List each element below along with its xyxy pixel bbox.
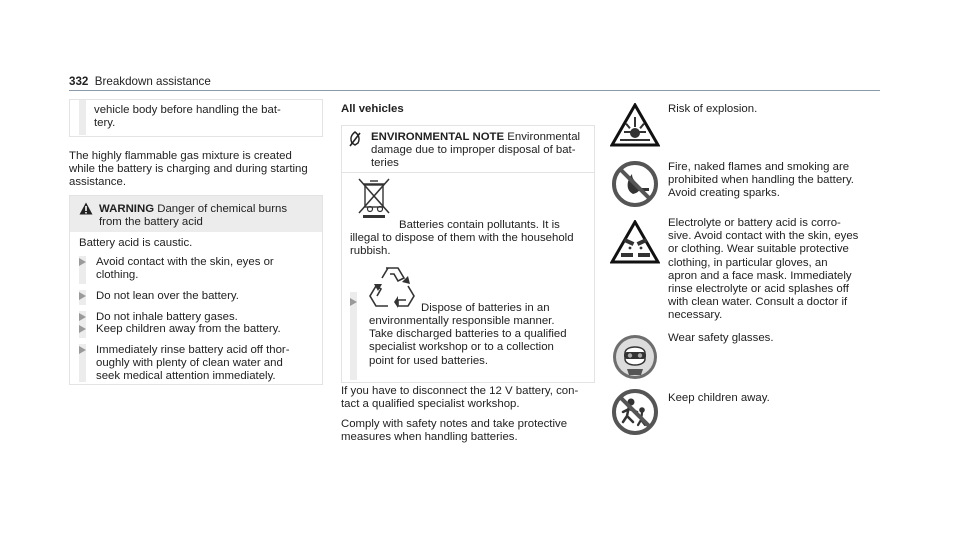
crossed-bin-icon (356, 176, 392, 218)
step-arrow-icon (350, 298, 357, 306)
text-line: Immediately rinse battery acid off thor- (96, 344, 290, 356)
disconnect-paragraph (341, 385, 601, 411)
header-rule (69, 90, 880, 91)
text-line: Avoid creating sparks. (668, 187, 780, 200)
dispose-text (369, 315, 589, 368)
hazard-text (668, 392, 883, 405)
text-line: necessary. (668, 309, 723, 322)
text-line: If you have to disconnect the 12 V battery, con- (341, 385, 579, 397)
no-fire-icon (611, 160, 659, 208)
warning-step (79, 344, 319, 384)
text-line: oughly with plenty of clean water and (96, 357, 283, 370)
text-line: Take discharged batteries to a qualified (369, 328, 567, 341)
warning-title-text: Danger of chemical burns (157, 203, 288, 215)
text-line: seek medical attention immediately. (96, 370, 276, 383)
environment-icon (348, 131, 362, 147)
all-vehicles-heading: All vehicles (341, 103, 404, 115)
text-line: The highly flammable gas mixture is created (69, 150, 292, 162)
text-line: sive. Avoid contact with the skin, eyes (668, 230, 859, 243)
text-line: point for used batteries. (369, 354, 489, 367)
text-line: illegal to dispose of them with the household (350, 232, 574, 244)
corrosive-icon (610, 220, 660, 264)
text-line: assistance. (69, 176, 126, 189)
warning-step (79, 290, 319, 305)
keep-children-away-icon (611, 388, 659, 436)
text-line: Comply with safety notes and take protective (341, 418, 568, 430)
text-line: Do not inhale battery gases. (96, 311, 238, 323)
text-line: Environmental (507, 131, 581, 143)
safety-glasses-icon (611, 333, 659, 381)
text-line: prohibited when handling the battery. (668, 174, 854, 187)
text-line: rubbish. (350, 245, 391, 258)
intro-paragraph (69, 150, 324, 190)
warning-triangle-icon (79, 202, 93, 215)
environmental-note-label: ENVIRONMENTAL NOTE (371, 131, 505, 143)
text-line: specialist workshop or to a collection (369, 341, 554, 354)
explosion-icon (610, 103, 660, 147)
text-line: Fire, naked flames and smoking are (668, 161, 850, 173)
text-line: tery. (94, 117, 116, 130)
text-line: Wear safety glasses. (668, 332, 774, 344)
environmental-note-title (371, 131, 586, 171)
text-line: Risk of explosion. (668, 103, 758, 115)
text-line: clothing. (96, 269, 139, 282)
text-line: Keep children away. (668, 392, 770, 404)
warning-title-line2: from the battery acid (99, 216, 203, 229)
warning-step (79, 323, 319, 338)
continuation-text (94, 104, 319, 130)
section-title: Breakdown assistance (94, 75, 211, 88)
hazard-text (668, 332, 883, 345)
text-line: or clothing. Wear suitable protective (668, 243, 849, 256)
text-line: damage due to improper disposal of bat- (371, 144, 576, 157)
page-number: 332 (69, 75, 89, 88)
text-line: tact a qualified specialist workshop. (341, 398, 520, 411)
text-line: Keep children away from the battery. (96, 323, 281, 335)
hazard-text (668, 161, 883, 201)
dispose-first-line: Dispose of batteries in an (421, 302, 550, 314)
warning-label: WARNING (99, 203, 155, 215)
hazard-text (668, 103, 883, 116)
text-line: clothing, in particular gloves, an (668, 256, 828, 269)
text-line: with clean water. Consult a doctor if (668, 296, 848, 309)
hazard-text (668, 217, 883, 323)
text-line: Avoid contact with the skin, eyes or (96, 256, 274, 268)
text-line: vehicle body before handling the bat- (94, 104, 281, 116)
recycling-icon (368, 264, 416, 308)
warning-title (99, 203, 314, 229)
text-line: measures when handling batteries. (341, 431, 518, 444)
text-line: apron and a face mask. Immediately (668, 269, 852, 282)
pollutants-text (350, 232, 590, 258)
text-line: rinse electrolyte or acid splashes off (668, 283, 849, 296)
continuation-bar (79, 100, 86, 135)
warning-step (79, 256, 319, 284)
comply-paragraph (341, 418, 601, 444)
text-line: Do not lean over the battery. (96, 290, 239, 302)
text-line: teries (371, 157, 399, 170)
text-line: environmentally responsible manner. (369, 315, 555, 327)
text-line: Electrolyte or battery acid is corro- (668, 217, 841, 229)
text-line: while the battery is charging and during starting (69, 163, 308, 176)
pollutants-first-line: Batteries contain pollutants. It is (399, 219, 560, 231)
warning-statement: Battery acid is caustic. (79, 237, 193, 249)
page-header (69, 75, 211, 88)
